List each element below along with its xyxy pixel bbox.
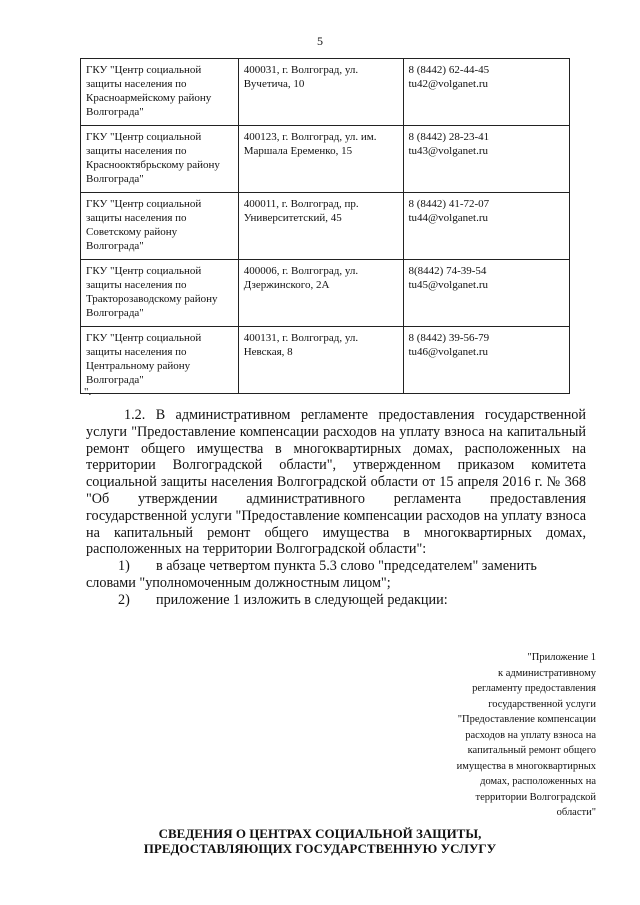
center-phone: 8 (8442) 41-72-07 bbox=[408, 198, 490, 210]
list-item-continuation: словами "уполномоченным должностным лицом"; bbox=[86, 574, 391, 591]
table-row bbox=[81, 126, 570, 193]
center-name: ГКУ "Центр социальной защиты населения по Краснооктябрьскому району Волгограда" bbox=[81, 126, 239, 193]
appendix-line: "Приложение 1 bbox=[527, 652, 596, 663]
appendix-line: территории Волгоградской bbox=[475, 791, 596, 803]
list-item-number: 1) bbox=[118, 558, 130, 575]
center-contacts bbox=[403, 126, 570, 193]
page-number: 5 bbox=[317, 34, 323, 48]
body-text bbox=[86, 407, 586, 609]
heading-line: СВЕДЕНИЯ О ЦЕНТРАХ СОЦИАЛЬНОЙ ЗАЩИТЫ, bbox=[158, 826, 482, 841]
list-item-text: приложение 1 изложить в следующей редакции: bbox=[156, 591, 448, 608]
center-email: tu46@volganet.ru bbox=[408, 346, 488, 358]
center-name: ГКУ "Центр социальной защиты населения по Центральному району Волгограда" bbox=[81, 327, 239, 394]
appendix-line: "Предоставление компенсации bbox=[457, 714, 596, 725]
appendix-line: имущества в многоквартирных bbox=[456, 760, 596, 772]
center-phone: 8 (8442) 39-56-79 bbox=[408, 332, 490, 344]
appendix-line: регламенту предоставления bbox=[472, 683, 596, 694]
list-item bbox=[86, 592, 586, 609]
appendix-line: домах, расположенных на bbox=[480, 776, 596, 787]
center-phone: 8 (8442) 28-23-41 bbox=[408, 131, 490, 143]
appendix-line: расходов на уплату взноса на bbox=[465, 729, 596, 741]
center-contacts bbox=[403, 59, 570, 126]
appendix-line: к административному bbox=[498, 667, 596, 679]
heading-line: ПРЕДОСТАВЛЯЮЩИХ ГОСУДАРСТВЕННУЮ УСЛУГУ bbox=[143, 841, 497, 856]
center-name: ГКУ "Центр социальной защиты населения по Тракторозаводскому району Волгограда" bbox=[81, 260, 239, 327]
closing-quote-mark: ". bbox=[84, 386, 92, 398]
table-row bbox=[81, 260, 570, 327]
center-name: ГКУ "Центр социальной защиты населения по Красноармейскому району Волгограда" bbox=[81, 59, 239, 126]
table-row bbox=[81, 327, 570, 394]
center-phone: 8 (8442) 62-44-45 bbox=[408, 64, 490, 76]
appendix-line: государственной услуги bbox=[488, 698, 596, 710]
center-phone: 8(8442) 74-39-54 bbox=[408, 265, 487, 277]
center-contacts bbox=[403, 327, 570, 394]
centers-table bbox=[80, 58, 570, 394]
center-address: 400031, г. Волгоград, ул. Вучетича, 10 bbox=[238, 59, 403, 126]
center-email: tu44@volganet.ru bbox=[408, 212, 488, 224]
center-email: tu42@volganet.ru bbox=[408, 78, 488, 90]
center-email: tu43@volganet.ru bbox=[408, 145, 488, 157]
paragraph-1-2: 1.2. В административном регламенте предоставления государственной услуги "Предоставление компенсации расходов на уплату взноса на капитальный ремонт общего имущества в многоквартирных домах, расположенных на территории Волгоградской области", утвержденном приказом комитета социальной защиты населения Волгоградской области от 15 апреля 2016 г. № 368 "Об утверждении административного регламента предоставления государственной услуги "Предоставление компенсации расходов на уплату взноса на капитальный ремонт общего имущества в многоквартирных домах, расположенных на территории Волгоградской области": bbox=[86, 407, 586, 558]
center-contacts bbox=[403, 193, 570, 260]
center-name: ГКУ "Центр социальной защиты населения по Советскому району Волгограда" bbox=[81, 193, 239, 260]
center-address: 400011, г. Волгоград, пр. Университетский, 45 bbox=[238, 193, 403, 260]
section-heading bbox=[0, 826, 640, 856]
center-address: 400006, г. Волгоград, ул. Дзержинского, 2А bbox=[238, 260, 403, 327]
appendix-line: капитальный ремонт общего bbox=[467, 745, 596, 756]
list-item-number: 2) bbox=[118, 591, 130, 608]
table-row bbox=[81, 59, 570, 126]
list-item-text: в абзаце четвертом пункта 5.3 слово "председателем" заменить bbox=[156, 558, 537, 575]
center-contacts bbox=[403, 260, 570, 327]
center-address: 400131, г. Волгоград, ул. Невская, 8 bbox=[238, 327, 403, 394]
center-address: 400123, г. Волгоград, ул. им. Маршала Еременко, 15 bbox=[238, 126, 403, 193]
center-email: tu45@volganet.ru bbox=[408, 279, 488, 291]
table-row bbox=[81, 193, 570, 260]
list-item bbox=[86, 558, 586, 575]
appendix-reference bbox=[400, 650, 596, 821]
appendix-line: области" bbox=[556, 807, 596, 818]
